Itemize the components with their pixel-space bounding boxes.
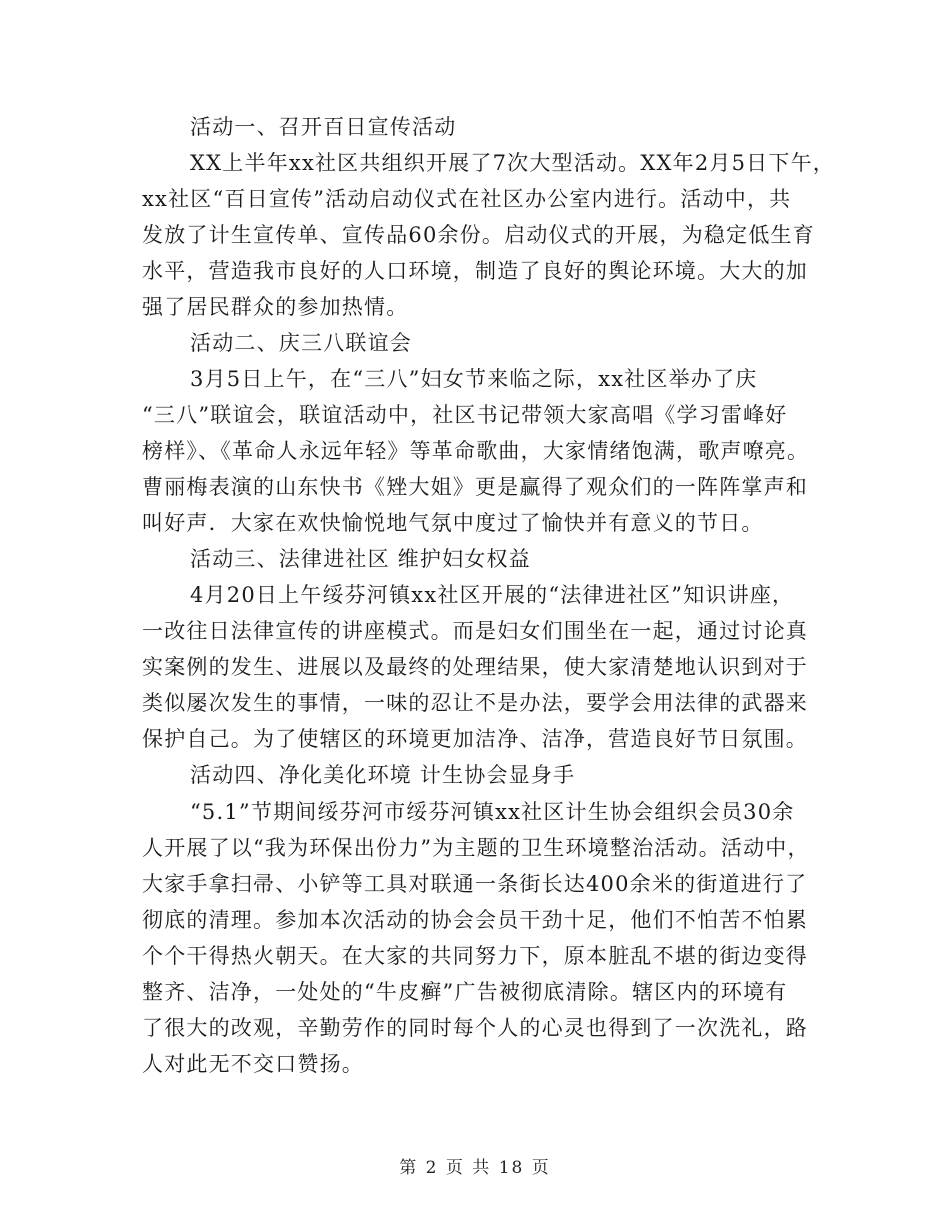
paragraph-line: 整齐、洁净，一处处的“牛皮癣”广告被彻底清除。辖区内的环境有 — [142, 980, 788, 1004]
paragraph-line: XX上半年xx社区共组织开展了7次大型活动。XX年2月5日下午， — [190, 151, 835, 175]
page-number-footer: 第 2 页 共 18 页 — [399, 1158, 551, 1178]
paragraph-line: “5.1”节期间绥芬河市绥芬河镇xx社区计生协会组织会员30余 — [190, 800, 795, 824]
paragraph-line: 一改往日法律宣传的讲座模式。而是妇女们围坐在一起，通过讨论真 — [142, 619, 808, 643]
paragraph-line: 人开展了以“我为环保出份力”为主题的卫生环境整治活动。活动中， — [142, 836, 810, 860]
paragraph-line: xx社区“百日宣传”活动启动仪式在社区办公室内进行。活动中，共 — [142, 187, 792, 211]
paragraph-line: 了很大的改观，辛勤劳作的同时每个人的心灵也得到了一次洗礼，路 — [142, 1016, 808, 1040]
section-heading-3: 活动三、法律进社区 维护妇女权益 — [190, 547, 531, 571]
paragraph-line: 发放了计生宣传单、宣传品60余份。启动仪式的开展，为稳定低生育 — [142, 223, 815, 247]
section-heading-1: 活动一、召开百日宣传活动 — [190, 115, 457, 139]
paragraph-line: 强了居民群众的参加热情。 — [142, 295, 409, 319]
paragraph-line: 4月20日上午绥芬河镇xx社区开展的“法律进社区”知识讲座， — [190, 583, 795, 607]
section-heading-2: 活动二、庆三八联谊会 — [190, 331, 412, 355]
paragraph-line: 大家手拿扫帚、小铲等工具对联通一条街长达400余米的街道进行了 — [142, 872, 808, 896]
paragraph-line: 3月5日上午，在“三八”妇女节来临之际，xx社区举办了庆 — [190, 367, 758, 391]
paragraph-line: 曹丽梅表演的山东快书《矬大姐》更是赢得了观众们的一阵阵掌声和 — [142, 475, 808, 499]
paragraph-line: 叫好声．大家在欢快愉悦地气氛中度过了愉快并有意义的节日。 — [142, 511, 764, 535]
paragraph-line: 榜样》、《革命人永远年轻》等革命歌曲，大家情绪饱满，歌声嘹亮。 — [142, 439, 810, 463]
section-heading-4: 活动四、净化美化环境 计生协会显身手 — [190, 763, 576, 787]
paragraph-line: 个个干得热火朝天。在大家的共同努力下，原本脏乱不堪的街边变得 — [142, 944, 808, 968]
paragraph-line: “三八”联谊会，联谊活动中，社区书记带领大家高唱《学习雷峰好 — [142, 403, 788, 427]
paragraph-line: 彻底的清理。参加本次活动的协会会员干劲十足，他们不怕苦不怕累 — [142, 908, 808, 932]
paragraph-line: 水平，营造我市良好的人口环境，制造了良好的舆论环境。大大的加 — [142, 259, 808, 283]
paragraph-line: 实案例的发生、进展以及最终的处理结果，使大家清楚地认识到对于 — [142, 655, 808, 679]
paragraph-line: 保护自己。为了使辖区的环境更加洁净、洁净，营造良好节日氛围。 — [142, 727, 808, 751]
paragraph-line: 人对此无不交口赞扬。 — [142, 1052, 364, 1076]
paragraph-line: 类似屡次发生的事情，一味的忍让不是办法，要学会用法律的武器来 — [142, 691, 808, 715]
